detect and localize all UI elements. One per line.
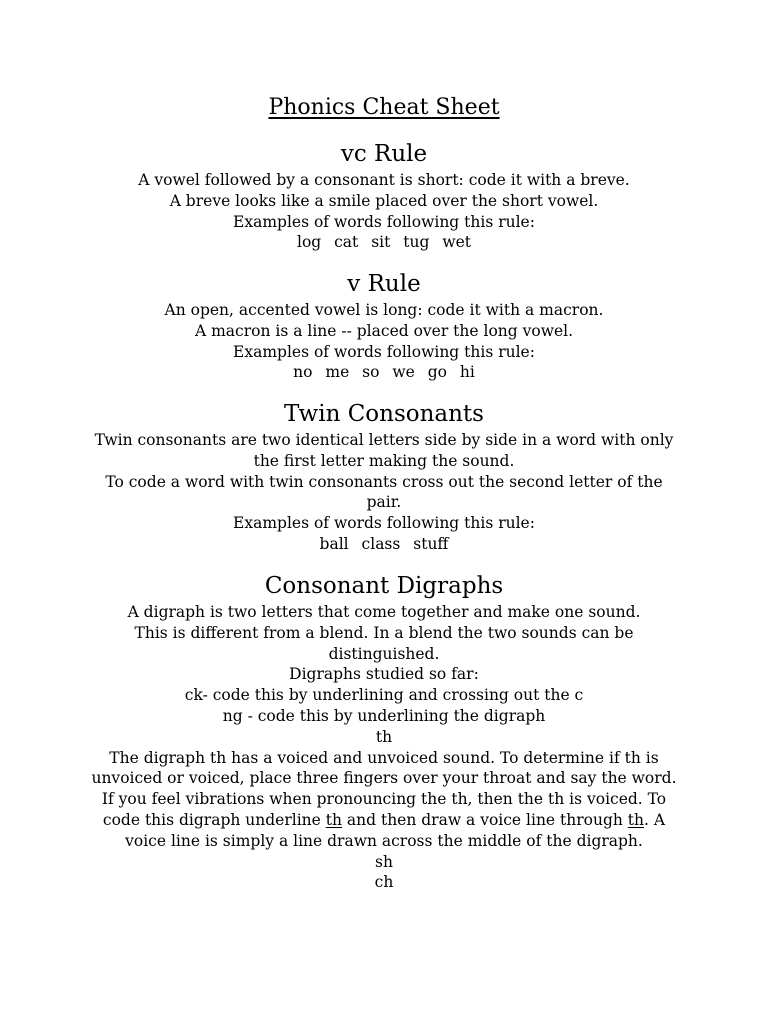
digraph-line: th bbox=[375, 727, 393, 746]
vc-rule-line: Examples of words following this rule: bbox=[233, 212, 535, 231]
vc-rule-line: A vowel followed by a consonant is short: code it with a breve. bbox=[138, 171, 630, 189]
twin-consonants-heading: Twin Consonants bbox=[284, 401, 484, 427]
consonant-digraphs-heading: Consonant Digraphs bbox=[264, 573, 504, 599]
digraph-line: distinguished. bbox=[328, 644, 440, 663]
digraph-line: voice line is simply a line drawn across the middle of the digraph. bbox=[125, 831, 643, 850]
digraph-line: The digraph th has a voiced and unvoiced sound. To determine if th is bbox=[109, 748, 659, 767]
vc-rule-examples: log cat sit tug wet bbox=[296, 233, 471, 252]
digraph-line: A digraph is two letters that come together and make one sound. bbox=[127, 603, 641, 621]
digraph-line-text: code this digraph underline bbox=[102, 810, 326, 829]
v-rule-line: A macron is a line -- placed over the long vowel. bbox=[194, 321, 574, 340]
digraph-line: ch bbox=[374, 873, 394, 892]
digraph-underline-line bbox=[34, 810, 734, 831]
digraph-line: unvoiced or voiced, place three fingers over your throat and say the word. bbox=[91, 769, 677, 788]
twin-line: pair. bbox=[366, 493, 402, 512]
vc-rule-heading: vc Rule bbox=[340, 141, 428, 167]
digraph-line: This is different from a blend. In a blend the two sounds can be bbox=[134, 623, 634, 642]
digraph-line-text: . A bbox=[644, 810, 666, 829]
page-title: Phonics Cheat Sheet bbox=[268, 95, 500, 120]
digraph-line: ng - code this by underlining the digraph bbox=[222, 706, 546, 725]
twin-line: Examples of words following this rule: bbox=[233, 514, 535, 533]
digraph-line-text: and then draw a voice line through bbox=[341, 810, 628, 829]
digraph-line: If you feel vibrations when pronouncing the th, then the th is voiced. To bbox=[101, 790, 667, 809]
digraph-line: sh bbox=[375, 852, 393, 871]
twin-consonants-section bbox=[34, 399, 734, 555]
v-rule-line: An open, accented vowel is long: code it with a macron. bbox=[164, 301, 604, 319]
twin-examples: ball class stuff bbox=[319, 534, 449, 553]
v-rule-section bbox=[60, 269, 708, 383]
consonant-digraphs-section bbox=[34, 571, 734, 893]
v-rule-heading: v Rule bbox=[347, 271, 421, 297]
twin-line: the first letter making the sound. bbox=[253, 451, 515, 470]
digraph-line: ck- code this by underlining and crossing out the c bbox=[184, 686, 584, 705]
underlined-th: th bbox=[627, 810, 645, 829]
vc-rule-section bbox=[60, 139, 708, 253]
v-rule-examples: no me so we go hi bbox=[293, 363, 475, 382]
twin-line: To code a word with twin consonants cross out the second letter of the bbox=[105, 472, 663, 491]
underlined-th: th bbox=[325, 810, 342, 829]
v-rule-line: Examples of words following this rule: bbox=[233, 342, 535, 361]
digraph-line: Digraphs studied so far: bbox=[289, 665, 479, 684]
vc-rule-line: A breve looks like a smile placed over the short vowel. bbox=[169, 191, 599, 210]
twin-line: Twin consonants are two identical letters side by side in a word with only bbox=[94, 431, 674, 449]
